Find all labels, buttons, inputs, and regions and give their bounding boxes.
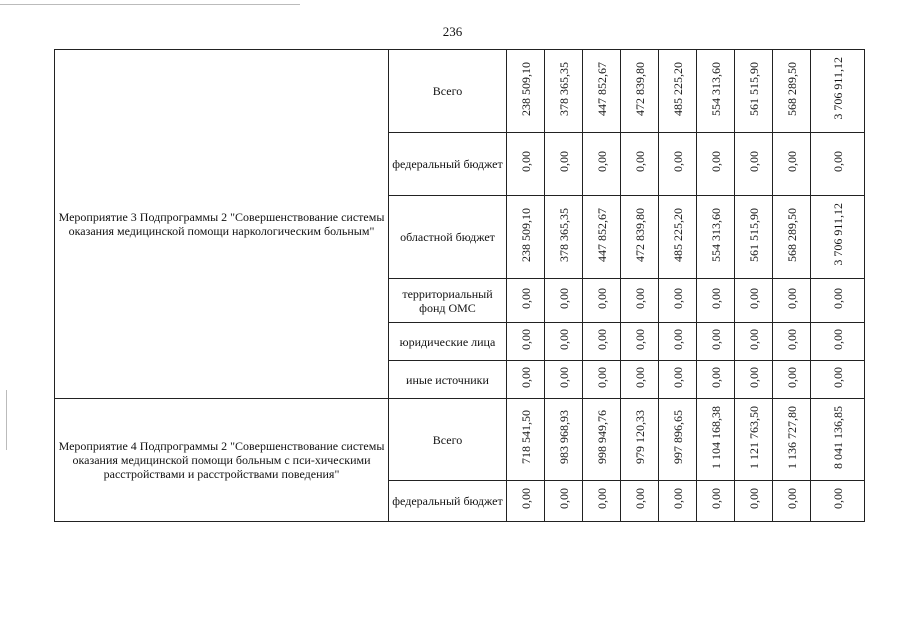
value-text: 485 225,20 (670, 207, 685, 262)
value-cell (545, 133, 583, 196)
value-cell (621, 323, 659, 361)
value-text: 0,00 (784, 328, 799, 350)
value-cell (583, 50, 621, 133)
value-cell (659, 481, 697, 522)
value-text: 979 120,33 (632, 410, 647, 464)
value-cell (811, 279, 865, 323)
value-cell (545, 399, 583, 481)
value-cell (697, 481, 735, 522)
value-cell (773, 361, 811, 399)
value-cell (659, 323, 697, 361)
value-text: 0,00 (518, 287, 533, 309)
value-cell (735, 481, 773, 522)
funding-source: иные источники (389, 361, 507, 399)
value-cell (583, 481, 621, 522)
value-cell (697, 50, 735, 133)
value-text: 0,00 (708, 488, 723, 509)
value-text: 0,00 (670, 366, 685, 388)
value-text: 998 949,76 (594, 410, 609, 464)
funding-source: Всего (389, 399, 507, 481)
value-cell (583, 323, 621, 361)
value-text: 0,00 (556, 328, 571, 350)
value-cell (811, 323, 865, 361)
funding-source: федеральный бюджет (389, 133, 507, 196)
value-text: 0,00 (830, 366, 845, 388)
value-text: 0,00 (708, 366, 723, 388)
value-text: 997 896,65 (670, 410, 685, 464)
funding-source: юридические лица (389, 323, 507, 361)
table-row (55, 399, 865, 481)
value-text: 0,00 (670, 287, 685, 309)
value-text: 447 852,67 (594, 61, 609, 116)
value-cell (621, 279, 659, 323)
value-text: 0,00 (632, 287, 647, 309)
value-cell (507, 196, 545, 279)
value-cell (545, 481, 583, 522)
value-cell (697, 323, 735, 361)
value-text: 0,00 (556, 366, 571, 388)
value-text: 0,00 (556, 287, 571, 309)
value-cell (735, 399, 773, 481)
value-text: 554 313,60 (708, 61, 723, 116)
value-text: 3 706 911,12 (830, 203, 845, 266)
value-text: 0,00 (670, 488, 685, 509)
value-cell (811, 196, 865, 279)
value-text: 0,00 (708, 328, 723, 350)
value-cell (735, 323, 773, 361)
value-cell (621, 399, 659, 481)
value-text: 238 509,10 (518, 61, 533, 116)
value-text: 0,00 (670, 151, 685, 172)
value-cell (659, 133, 697, 196)
value-text: 3 706 911,12 (830, 57, 845, 120)
value-cell (697, 399, 735, 481)
value-cell (773, 133, 811, 196)
value-text: 0,00 (594, 287, 609, 309)
value-cell (507, 361, 545, 399)
value-text: 472 839,80 (632, 207, 647, 262)
value-text: 0,00 (594, 366, 609, 388)
value-cell (507, 481, 545, 522)
scan-margin-mark (6, 390, 7, 450)
value-text: 568 289,50 (784, 207, 799, 262)
value-text: 0,00 (632, 151, 647, 172)
table-row (55, 50, 865, 133)
value-text: 554 313,60 (708, 207, 723, 262)
value-cell (583, 399, 621, 481)
value-cell (773, 399, 811, 481)
value-cell (811, 399, 865, 481)
value-text: 0,00 (784, 151, 799, 172)
value-text: 0,00 (518, 151, 533, 172)
scan-header-line (0, 4, 300, 5)
value-text: 0,00 (556, 151, 571, 172)
value-cell (507, 133, 545, 196)
page-number: 236 (442, 24, 463, 39)
value-cell (583, 196, 621, 279)
value-cell (735, 279, 773, 323)
value-text: 378 365,35 (556, 207, 571, 262)
value-cell (811, 50, 865, 133)
value-text: 0,00 (518, 488, 533, 509)
value-text: 472 839,80 (632, 61, 647, 116)
value-cell (621, 481, 659, 522)
value-cell (659, 361, 697, 399)
funding-source: Всего (389, 50, 507, 133)
value-text: 0,00 (632, 328, 647, 350)
measure-name: Мероприятие 4 Подпрограммы 2 "Совершенствование системы оказания медицинской помощи больным с пси-хическими расстройствами и расстройствами поведения" (55, 399, 389, 522)
value-cell (735, 133, 773, 196)
value-text: 0,00 (518, 328, 533, 350)
value-cell (773, 481, 811, 522)
value-cell (545, 279, 583, 323)
value-text: 0,00 (784, 488, 799, 509)
value-cell (697, 196, 735, 279)
value-cell (621, 361, 659, 399)
value-text: 8 041 136,85 (830, 405, 845, 469)
value-text: 0,00 (746, 287, 761, 309)
value-text: 378 365,35 (556, 61, 571, 116)
value-text: 0,00 (746, 366, 761, 388)
value-cell (659, 399, 697, 481)
value-cell (773, 323, 811, 361)
value-text: 0,00 (830, 151, 845, 172)
value-cell (507, 323, 545, 361)
value-cell (811, 481, 865, 522)
value-cell (545, 323, 583, 361)
funding-source: территориальный фонд ОМС (389, 279, 507, 323)
value-text: 0,00 (594, 151, 609, 172)
value-cell (507, 399, 545, 481)
value-cell (583, 361, 621, 399)
value-cell (773, 50, 811, 133)
value-cell (583, 133, 621, 196)
value-cell (545, 50, 583, 133)
value-text: 0,00 (594, 488, 609, 509)
value-text: 0,00 (830, 287, 845, 309)
value-cell (545, 196, 583, 279)
value-text: 568 289,50 (784, 61, 799, 116)
value-cell (621, 50, 659, 133)
value-text: 561 515,90 (746, 61, 761, 116)
value-text: 485 225,20 (670, 61, 685, 116)
funding-table (54, 49, 865, 522)
value-cell (697, 361, 735, 399)
funding-source: областной бюджет (389, 196, 507, 279)
value-cell (735, 196, 773, 279)
value-cell (811, 133, 865, 196)
value-cell (507, 50, 545, 133)
value-text: 0,00 (784, 287, 799, 309)
measure-name: Мероприятие 3 Подпрограммы 2 "Совершенствование системы оказания медицинской помощи наркологическим больным" (55, 50, 389, 399)
value-cell (735, 361, 773, 399)
value-text: 561 515,90 (746, 207, 761, 262)
value-cell (659, 50, 697, 133)
value-cell (545, 361, 583, 399)
value-cell (621, 196, 659, 279)
value-text: 0,00 (518, 366, 533, 388)
value-text: 0,00 (746, 151, 761, 172)
value-text: 718 541,50 (518, 410, 533, 464)
value-cell (659, 279, 697, 323)
value-text: 0,00 (708, 151, 723, 172)
value-text: 0,00 (632, 366, 647, 388)
value-cell (659, 196, 697, 279)
value-cell (773, 196, 811, 279)
value-text: 0,00 (670, 328, 685, 350)
value-cell (773, 279, 811, 323)
value-text: 0,00 (746, 328, 761, 350)
value-text: 0,00 (594, 328, 609, 350)
value-text: 1 104 168,38 (708, 405, 723, 469)
value-cell (621, 133, 659, 196)
value-text: 0,00 (556, 488, 571, 509)
value-text: 0,00 (632, 488, 647, 509)
value-text: 238 509,10 (518, 207, 533, 262)
value-cell (811, 361, 865, 399)
value-cell (583, 279, 621, 323)
value-text: 447 852,67 (594, 207, 609, 262)
value-text: 0,00 (830, 488, 845, 509)
funding-source: федеральный бюджет (389, 481, 507, 522)
value-text: 0,00 (830, 328, 845, 350)
value-text: 0,00 (784, 366, 799, 388)
value-text: 983 968,93 (556, 410, 571, 464)
value-cell (697, 133, 735, 196)
value-cell (507, 279, 545, 323)
value-text: 0,00 (708, 287, 723, 309)
value-text: 1 136 727,80 (784, 405, 799, 469)
value-text: 1 121 763,50 (746, 405, 761, 469)
value-cell (735, 50, 773, 133)
value-cell (697, 279, 735, 323)
value-text: 0,00 (746, 488, 761, 509)
